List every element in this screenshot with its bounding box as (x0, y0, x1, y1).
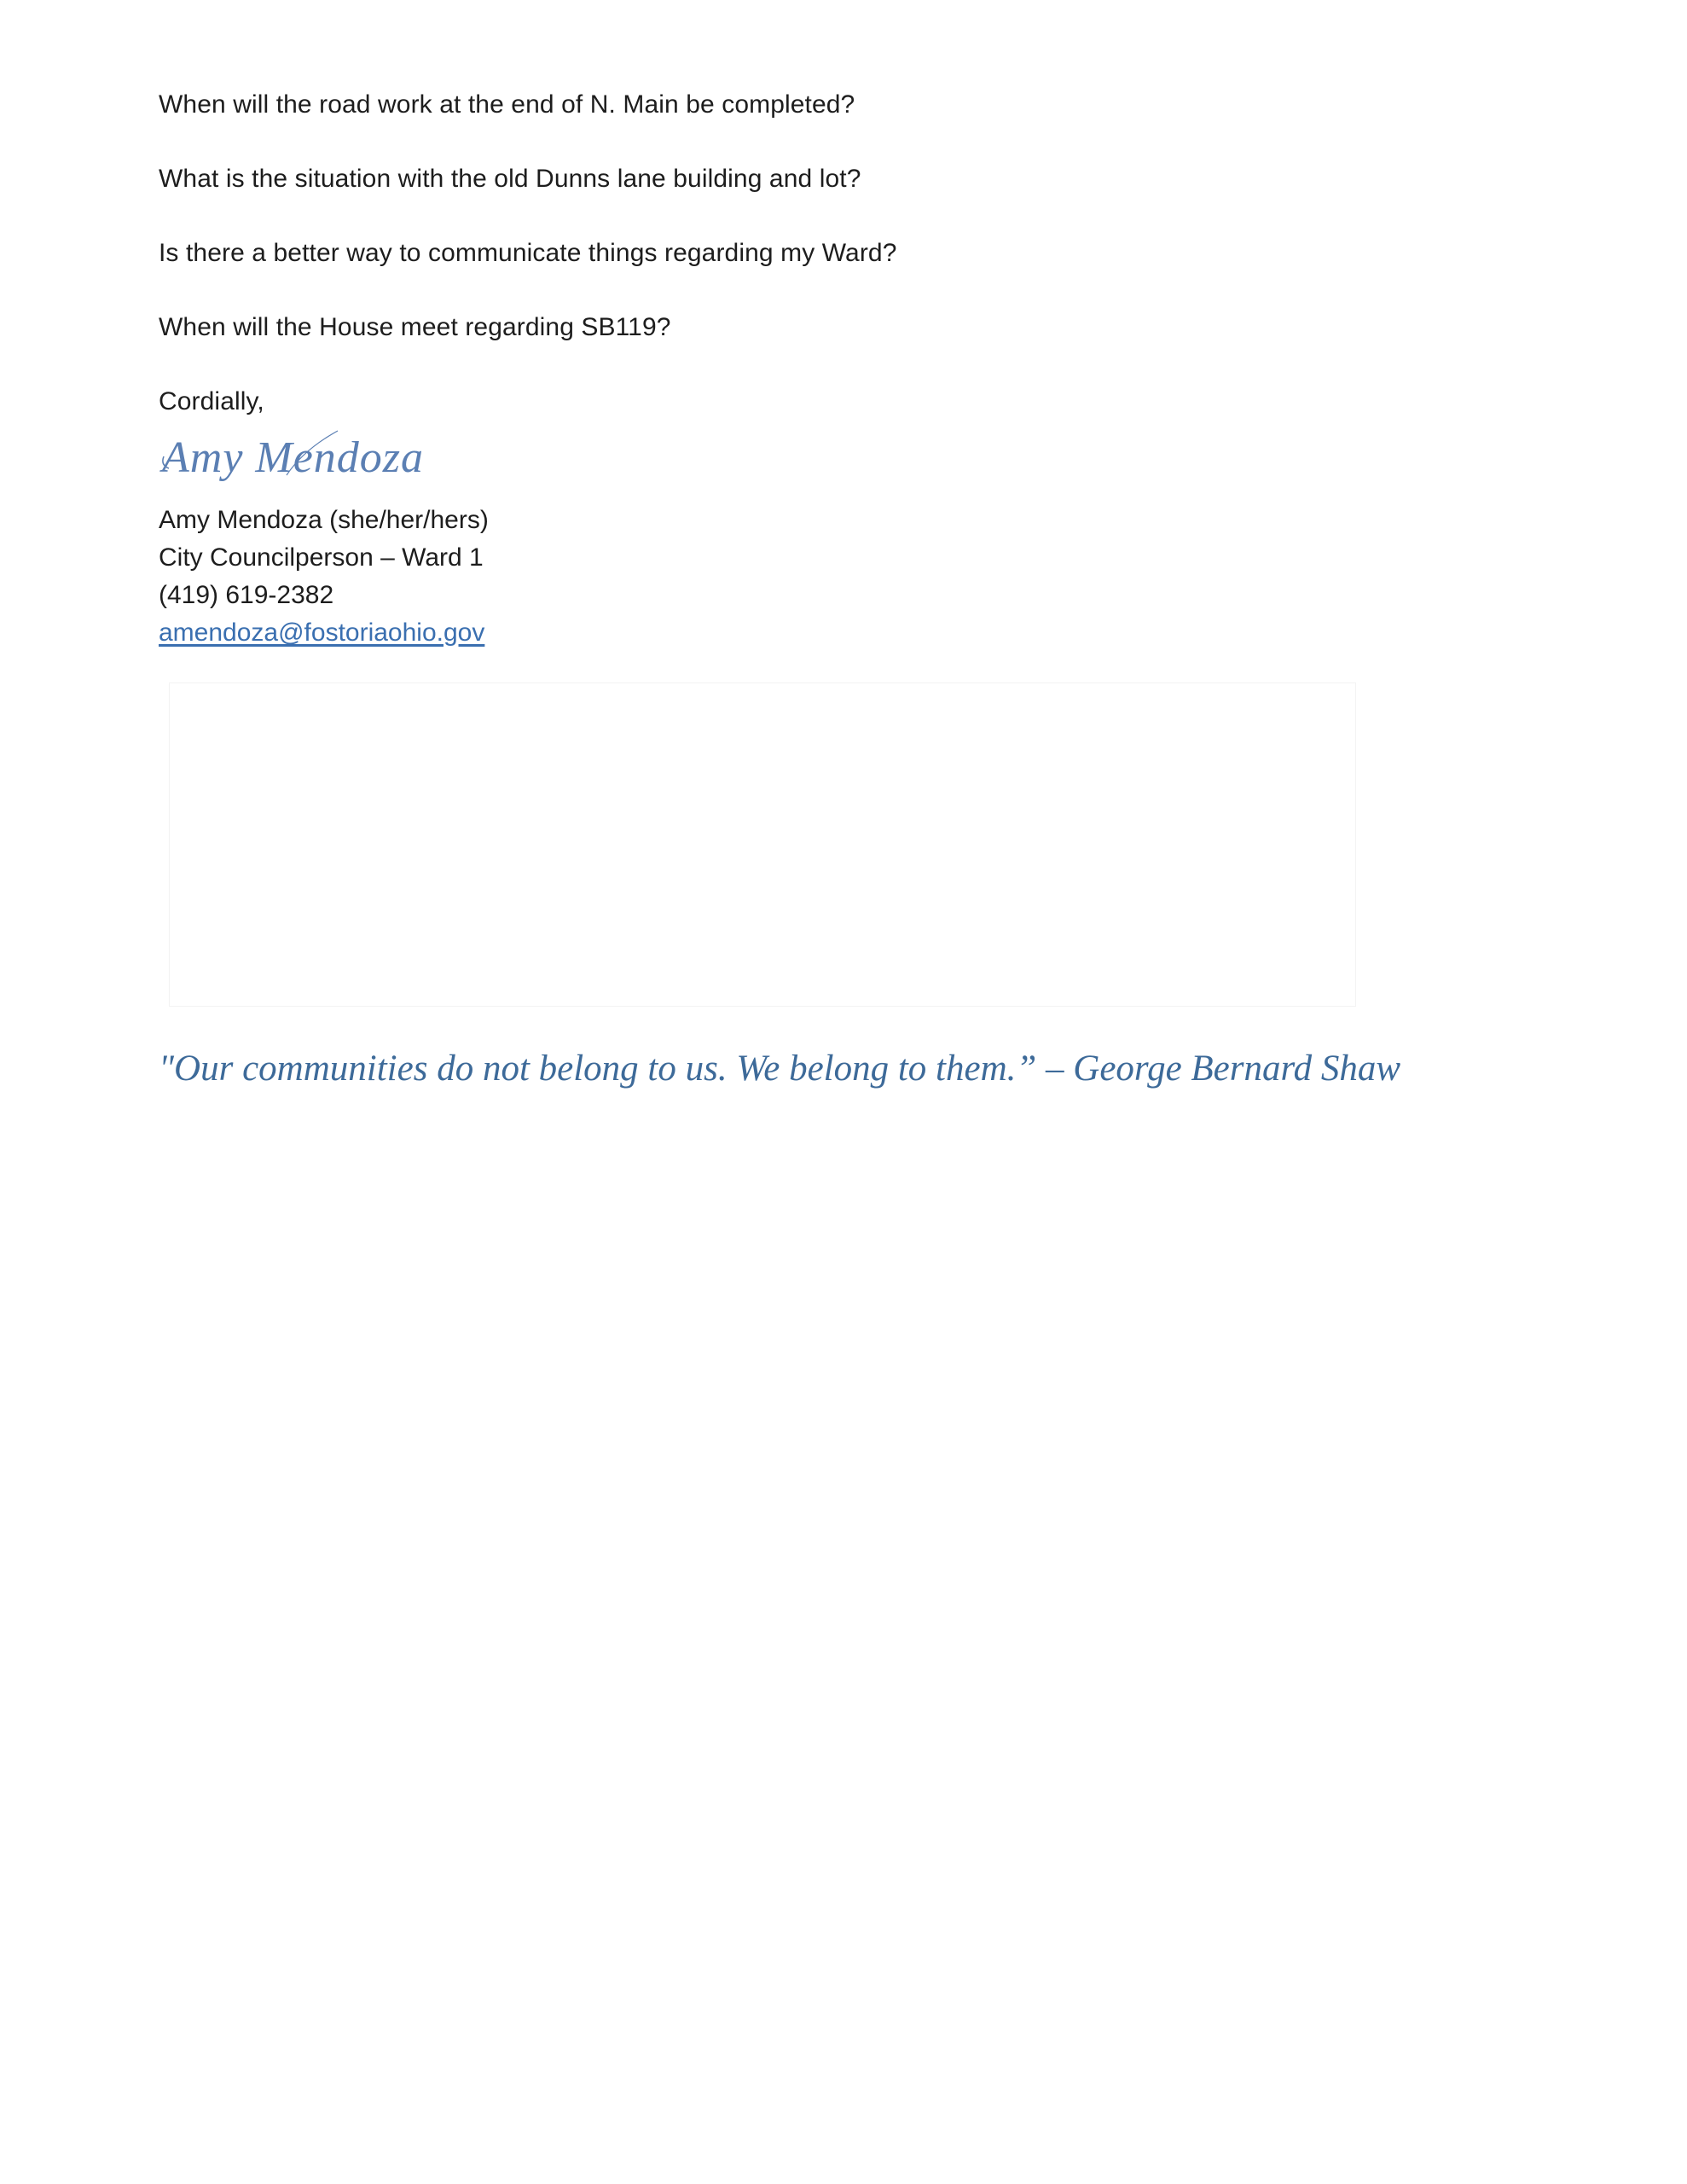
closing-quote: "Our communities do not belong to us. We belong to them.” – George Bernard Shaw (159, 1048, 1401, 1089)
svg-text:Amy Mendoza: Amy Mendoza (162, 433, 425, 482)
handwritten-signature (159, 422, 500, 491)
question-ward-communication: Is there a better way to communicate things regarding my Ward? (159, 239, 897, 267)
question-road-work: When will the road work at the end of N. Main be completed? (159, 90, 855, 119)
signer-title: City Councilperson – Ward 1 (159, 543, 484, 572)
question-dunns-lane: What is the situation with the old Dunns lane building and lot? (159, 165, 861, 193)
signature-block (159, 502, 489, 652)
closing-salutation: Cordially, (159, 387, 264, 415)
blank-image-area (169, 682, 1356, 1007)
signer-email-link[interactable]: amendoza@fostoriaohio.gov (159, 619, 485, 647)
question-house-sb119: When will the House meet regarding SB119? (159, 313, 671, 341)
signer-phone: (419) 619-2382 (159, 581, 334, 609)
signer-name: Amy Mendoza (she/her/hers) (159, 506, 489, 534)
